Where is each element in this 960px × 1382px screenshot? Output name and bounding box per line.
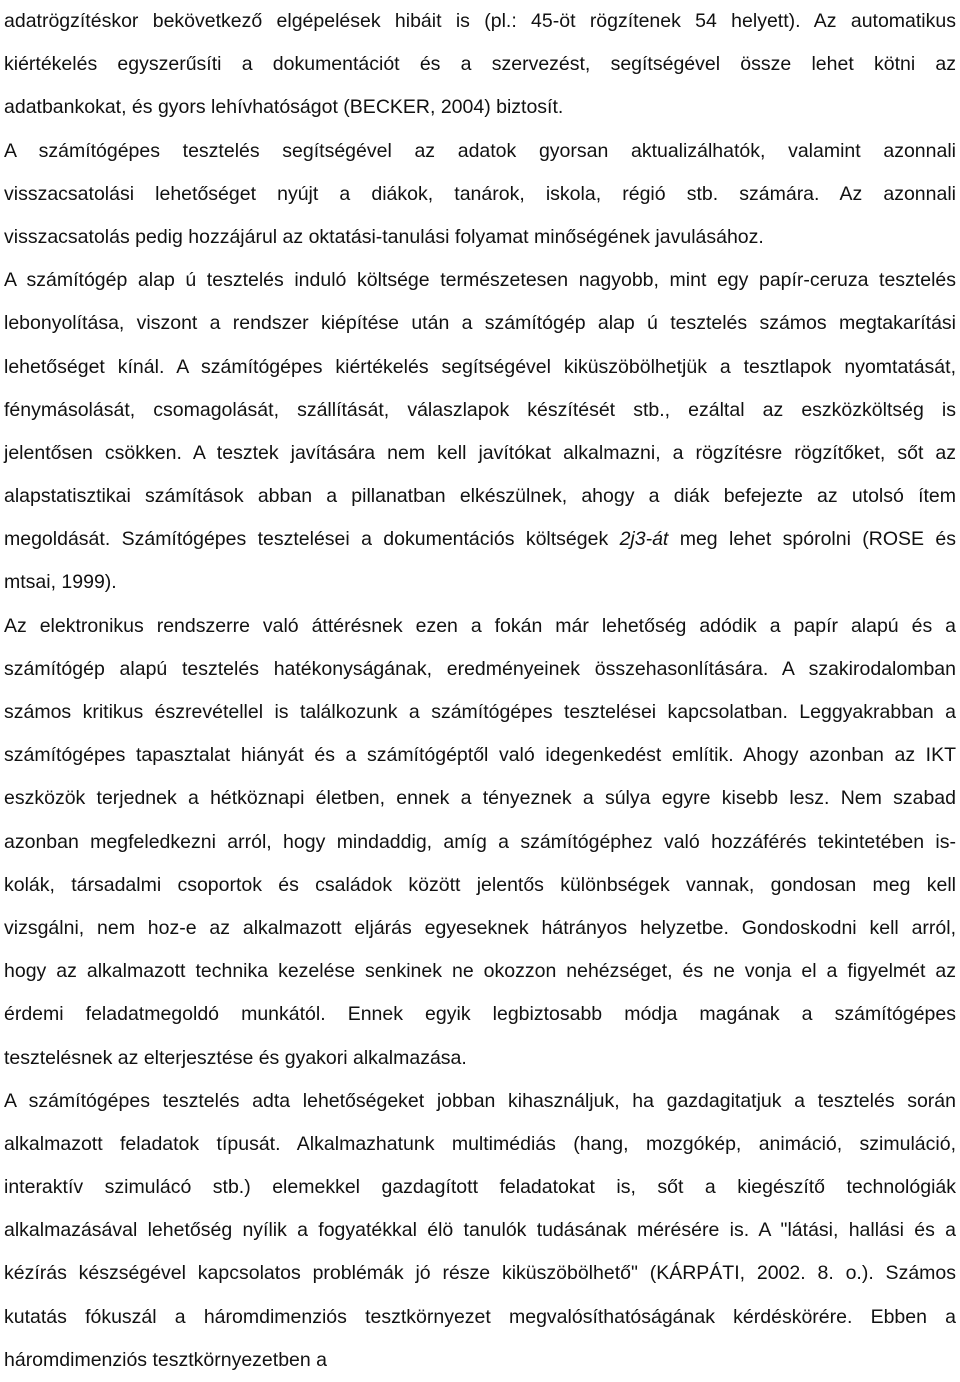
text-line: A számítógépes tesztelés segítségével az adatok gyorsan aktualizálhatók, valamint azonnali (4, 139, 956, 162)
italic-fraction: 2j3-át (619, 528, 669, 551)
text-line: kiértékelés egyszerűsíti a dokumentációt és a szervezést, segítségével össze lehet kötni az (4, 53, 956, 76)
text-segment: meg lehet spórolni (ROSE és (668, 528, 956, 551)
text-line: tesztelésnek az elterjesztése és gyakori alkalmazása. (4, 1046, 467, 1069)
text-line: számítógépes tapasztalat hiányát és a számítógéptől való idegenkedést említik. Ahogy azonban az IKT (4, 744, 956, 767)
text-line: A számítógép alap ú tesztelés induló költsége természetesen nagyobb, mint egy papír-ceruza tesztelés (4, 269, 956, 292)
text-line: interaktív szimulácó stb.) elemekkel gazdagított feladatokat is, sőt a kiegészítő technológiák (4, 1176, 956, 1199)
text-line: alkalmazásával lehetőség nyílik a fogyatékkal élö tanulók tudásának mérésére is. A "látási, hallási és a (4, 1219, 956, 1242)
text-line: adatbankokat, és gyors lehívhatóságot (BECKER, 2004) biztosít. (4, 96, 564, 119)
paragraph-1 (4, 0, 956, 130)
text-line: visszacsatolási lehetőséget nyújt a diákok, tanárok, iskola, régió stb. számára. Az azonnali (4, 182, 956, 205)
text-line: alapstatisztikai számítások abban a pillanatban elkészülnek, ahogy a diák befejezte az utolsó ítem (4, 485, 956, 508)
text-line: érdemi feladatmegoldó munkától. Ennek egyik legbiztosabb módja magának a számítógépes (4, 1003, 956, 1026)
text-line: lebonyolítása, viszont a rendszer kiépítése után a számítógép alap ú tesztelés számos megtakarítási (4, 312, 956, 335)
text-line: adatrögzítéskor bekövetkező elgépelések hibáit is (pl.: 45-öt rögzítenek 54 helyett). Az automatikus (4, 10, 956, 32)
text-segment: megoldását. Számítógépes tesztelései a dokumentációs költségek (4, 528, 620, 551)
document-page (4, 0, 956, 1382)
text-line: kolák, társadalmi csoportok és családok között jelentős különbségek vannak, gondosan meg kell (4, 873, 956, 896)
text-line: számítógép alapú tesztelés hatékonyságának, eredményeinek összehasonlítására. A szakirodalomban (4, 657, 956, 680)
text-line-with-italic (4, 518, 956, 561)
paragraph-5 (4, 1080, 956, 1382)
paragraph-4 (4, 605, 956, 1080)
text-line: mtsai, 1999). (4, 571, 117, 594)
text-line: visszacsatolás pedig hozzájárul az oktatási-tanulási folyamat minőségének javulásához. (4, 225, 764, 248)
text-line: azonban megfeledkezni arról, hogy mindaddig, amíg a számítógéphez való hozzáférés tekintetében is- (4, 830, 956, 853)
text-line: hogy az alkalmazott technika kezelése senkinek ne okozzon nehézséget, és ne vonja el a figyelmét az (4, 960, 956, 983)
text-line: A számítógépes tesztelés adta lehetőségeket jobban kihasználjuk, ha gazdagitatjuk a tesztelés során (4, 1089, 956, 1112)
text-line: háromdimenziós tesztkörnyezetben a (4, 1348, 327, 1371)
text-line: kutatás fókuszál a háromdimenziós tesztkörnyezet megvalósíthatóságának kérdéskörére. Ebben a (4, 1305, 956, 1328)
paragraph-2 (4, 130, 956, 260)
text-line: számos kritikus észrevétellel is találkozunk a számítógépes tesztelései kapcsolatban. Leggyakrabban a (4, 701, 956, 723)
text-line: alkalmazott feladatok típusát. Alkalmazhatunk multimédiás (hang, mozgókép, animáció, szimuláció, (4, 1132, 956, 1155)
text-line: Az elektronikus rendszerre való áttérésnek ezen a fokán már lehetőség adódik a papír alapú és a (4, 614, 956, 637)
text-line: kézírás készségével kapcsolatos problémák jó része kiküszöbölhető" (KÁRPÁTI, 2002. 8. o.). Számos (4, 1262, 956, 1285)
text-line: fénymásolását, csomagolását, szállítását, válaszlapok készítését stb., ezáltal az eszközköltség is (4, 398, 956, 421)
text-line: jelentősen csökken. A tesztek javítására nem kell javítókat alkalmazni, a rögzítésre rögzítőket, sőt az (4, 441, 956, 464)
paragraph-3 (4, 259, 956, 605)
text-line: lehetőséget kínál. A számítógépes kiértékelés segítségével kiküszöbölhetjük a tesztlapok nyomtatását, (4, 355, 956, 378)
text-line: eszközök terjednek a hétköznapi életben, ennek a tényeznek a súlya egyre kisebb lesz. Nem szabad (4, 787, 956, 810)
text-line: vizsgálni, nem hoz-e az alkalmazott eljárás egyeseknek hátrányos helyzetbe. Gondoskodni kell arról, (4, 916, 956, 939)
